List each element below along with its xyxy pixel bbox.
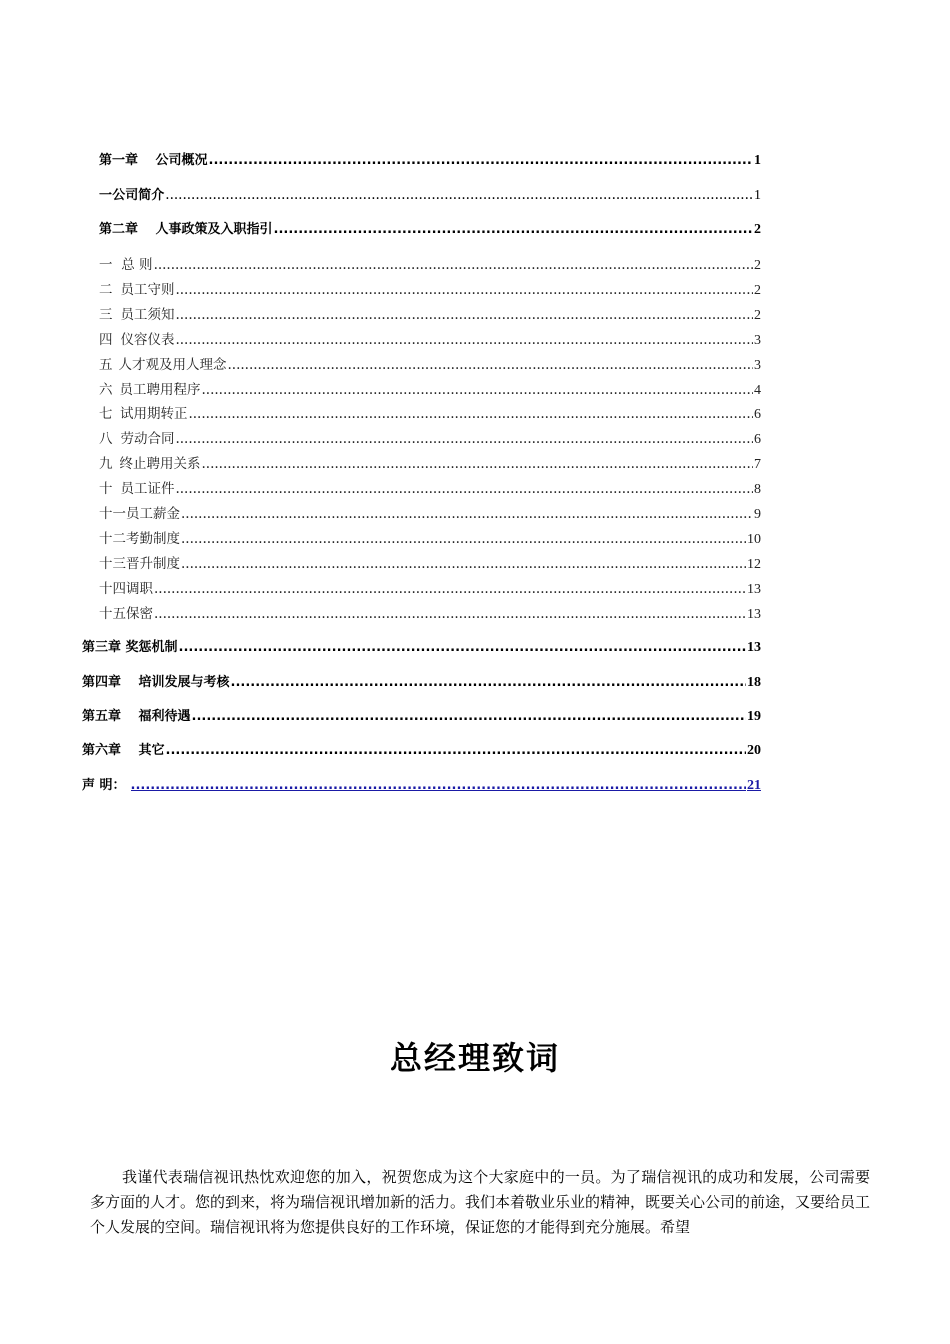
toc-entry-number: 十四 [99,581,126,597]
toc-entry-label: 劳动合同 [120,431,175,447]
toc-entry-label: 试用期转正 [119,406,188,422]
speech-title: 总经理致词 [389,1039,560,1077]
toc-entry-number: 十三 [99,556,126,572]
toc-entry-number: 二 [99,282,113,298]
toc-entry-label: 晋升制度 [126,556,180,572]
toc-entry-number: 十一 [99,506,126,522]
toc-entry-number: 三 [99,307,113,323]
toc-entry[interactable] [99,455,761,473]
toc-leader-dots [188,405,753,423]
toc-leader-dots [201,381,753,399]
toc-chapter-label: 第三章 奖惩机制 [82,640,178,655]
toc-entry[interactable] [99,331,761,349]
toc-leader-dots [179,639,746,657]
toc-leader-dots [175,306,753,324]
toc-leader-dots [274,221,753,239]
toc-leader-dots [231,674,746,692]
toc-entry-number: 七 [99,406,113,422]
toc-entry-number: 十二 [99,531,126,547]
toc-entry[interactable] [99,505,761,523]
toc-chapter-5[interactable] [82,708,761,726]
toc-page-number: 6 [754,407,761,422]
toc-entry-label: 员工守则 [120,282,175,298]
toc-chapter-label: 第六章 其它 [82,743,165,758]
toc-chapter-label: 第四章 培训发展与考核 [82,675,230,690]
toc-leader-dots [175,430,753,448]
toc-entry[interactable] [99,256,761,274]
toc-entry-company-intro[interactable] [99,186,761,204]
toc-page-number: 2 [754,283,761,298]
toc-leader-dots [154,605,746,623]
toc-chapter-4[interactable] [82,674,761,692]
toc-entry-label: 保密 [126,606,153,622]
toc-entry[interactable] [99,381,761,399]
toc-entry-label: 公司简介 [112,188,165,203]
toc-entry[interactable] [99,430,761,448]
toc-entry-label: 总 则 [121,257,153,273]
toc-page-number: 2 [754,258,761,273]
toc-entry-label: 员工须知 [120,307,175,323]
toc-leader-dots [175,281,753,299]
toc-page-number: 13 [747,582,761,597]
toc-page-number: 2 [754,308,761,323]
toc-entry-number: 四 [99,332,113,348]
toc-entry[interactable] [99,306,761,324]
toc-page-number: 9 [754,507,761,522]
toc-leader-dots [131,777,746,795]
toc-page-number: 4 [754,383,761,398]
toc-entry-number: 五 [99,357,113,373]
toc-page-number: 3 [754,358,761,373]
toc-entry-number: 十 [99,481,113,497]
toc-page-number: 7 [754,457,761,472]
toc-chapter-label: 第一章 公司概况 [99,153,208,168]
toc-entry[interactable] [99,580,761,598]
toc-chapter-3[interactable] [82,639,761,657]
toc-entry-label: 终止聘用关系 [119,456,201,472]
toc-page-number: 1 [754,153,761,168]
toc-entry-label: 员工薪金 [126,506,180,522]
toc-leader-dots [175,480,753,498]
toc-entry-number: 十五 [99,606,126,622]
toc-entry[interactable] [99,530,761,548]
toc-entry-label: 员工证件 [120,481,175,497]
toc-leader-dots [165,186,753,204]
toc-leader-dots [201,455,753,473]
speech-body: 我谨代表瑞信视讯热忱欢迎您的加入，祝贺您成为这个大家庭中的一员。为了瑞信视讯的成功和发展，公司需要多方面的人才。您的到来，将为瑞信视讯增加新的活力。我们本着敬业乐业的精神，既要关心公司的前途，又要给员工个人发展的空间。瑞信视讯将为您提供良好的工作环境，保证您的才能得到充分施展。希望 [90,1168,871,1236]
toc-page-number: 1 [754,188,761,203]
toc-chapter-label: 第二章 人事政策及入职指引 [99,222,273,237]
toc-entry-number: 九 [99,456,113,472]
toc-page-number: 20 [747,743,761,758]
toc-entry[interactable] [99,356,761,374]
toc-page-number: 10 [747,532,761,547]
toc-leader-dots [181,530,746,548]
toc-leader-dots [192,708,746,726]
toc-leader-dots [154,580,746,598]
toc-page-number: 13 [747,640,761,655]
toc-entry-label: 调职 [126,581,153,597]
toc-page-number: 21 [747,778,761,793]
toc-page-number: 3 [754,333,761,348]
toc-entry-number: 一 [99,188,113,203]
toc-entry-label: 员工聘用程序 [119,382,201,398]
toc-entry-label: 考勤制度 [126,531,180,547]
toc-page-number: 18 [747,675,761,690]
toc-leader-dots [181,505,753,523]
toc-entry-number: 八 [99,431,113,447]
toc-chapter-6[interactable] [82,742,761,760]
toc-leader-dots [166,742,746,760]
toc-leader-dots [228,356,753,374]
toc-page-number: 2 [754,222,761,237]
toc-chapter-1[interactable] [99,152,761,170]
toc-page-number: 13 [747,607,761,622]
toc-chapter-label: 声 明： [82,778,126,793]
toc-entry-label: 人才观及用人理念 [118,357,227,373]
toc-page-number: 6 [754,432,761,447]
toc-page-number: 8 [754,482,761,497]
toc-leader-dots [181,555,746,573]
toc-leader-dots [209,152,753,170]
toc-entry-number: 一 [99,257,113,273]
toc-entry-number: 六 [99,382,113,398]
toc-entry[interactable] [99,281,761,299]
toc-leader-dots [154,256,753,274]
toc-entry[interactable] [99,480,761,498]
toc-entry[interactable] [99,555,761,573]
toc-chapter-label: 第五章 福利待遇 [82,709,191,724]
toc-chapter-2[interactable] [99,221,761,239]
toc-entry[interactable] [99,405,761,423]
toc-statement-link[interactable] [82,777,761,795]
toc-entry[interactable] [99,605,761,623]
toc-leader-dots [175,331,753,349]
toc-page-number: 12 [747,557,761,572]
toc-page-number: 19 [747,709,761,724]
toc-entry-label: 仪容仪表 [120,332,175,348]
